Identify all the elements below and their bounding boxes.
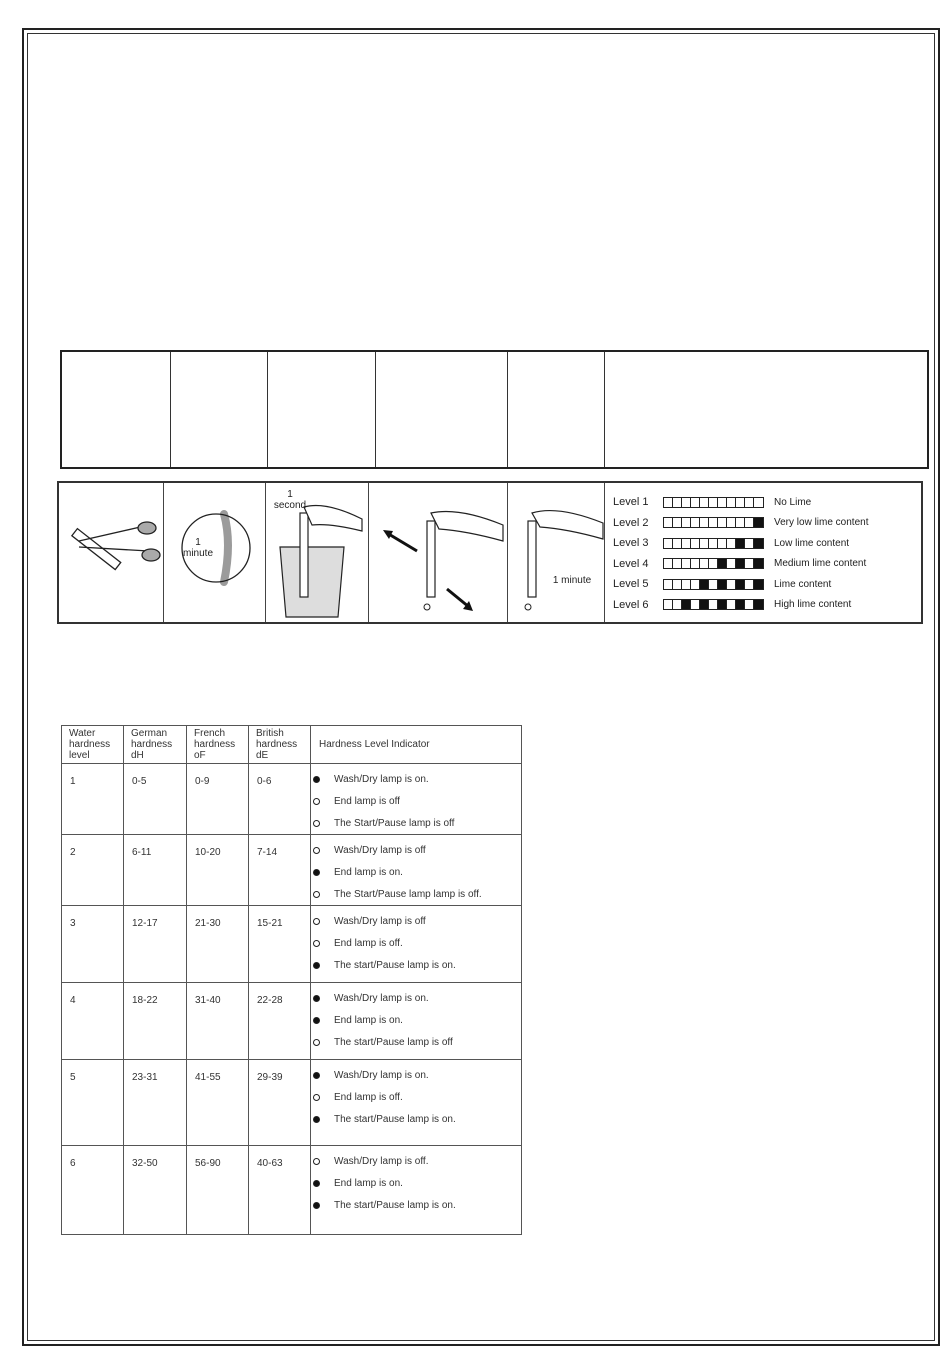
- bar-segment-empty: [664, 559, 673, 568]
- strip-reading-icon: [508, 483, 605, 622]
- indicator-text: The Start/Pause lamp is off: [334, 817, 455, 829]
- header-french-hardness: French hardness oF: [187, 726, 249, 764]
- lime-level-row: [613, 492, 869, 513]
- bar-segment-empty: [727, 600, 736, 609]
- indicator-item: [313, 768, 521, 790]
- indicator-text: The Start/Pause lamp lamp is off.: [334, 888, 482, 900]
- german-cell: 32-50: [124, 1146, 187, 1235]
- table-row: [62, 906, 522, 983]
- indicator-item: [313, 1086, 521, 1108]
- level-cell: 6: [62, 1146, 124, 1235]
- header-british-hardness: British hardness dE: [249, 726, 311, 764]
- bar-segment-empty: [709, 600, 718, 609]
- bar-segment-empty: [700, 539, 709, 548]
- lamp-on-icon: [313, 1072, 320, 1079]
- bar-segment-filled: [754, 539, 763, 548]
- bar-segment-empty: [673, 600, 682, 609]
- lamp-on-icon: [313, 869, 320, 876]
- indicator-text: End lamp is on.: [334, 1177, 403, 1189]
- lamp-off-icon: [313, 918, 320, 925]
- lime-level-row: [613, 595, 869, 616]
- bar-segment-empty: [727, 498, 736, 507]
- bar-segment-empty: [664, 539, 673, 548]
- bar-segment-filled: [754, 600, 763, 609]
- indicator-item: [313, 839, 521, 861]
- indicator-list: [311, 764, 521, 834]
- indicator-item: [313, 954, 521, 976]
- lime-level-row: [613, 533, 869, 554]
- indicator-item: [313, 1108, 521, 1130]
- lime-level-description: Lime content: [774, 578, 832, 590]
- bar-segment-empty: [691, 518, 700, 527]
- lime-level-description: Medium lime content: [774, 558, 867, 570]
- indicator-item: [313, 1150, 521, 1172]
- level-cell: 4: [62, 983, 124, 1060]
- german-cell: 6-11: [124, 835, 187, 906]
- lime-level-bar: [663, 599, 764, 610]
- indicator-text: End lamp is on.: [334, 1014, 403, 1026]
- bar-segment-empty: [682, 518, 691, 527]
- water-hardness-table: [61, 725, 522, 1235]
- bar-segment-filled: [736, 600, 745, 609]
- bar-segment-empty: [718, 518, 727, 527]
- indicator-text: End lamp is on.: [334, 866, 403, 878]
- indicator-list: [311, 1146, 521, 1216]
- lamp-on-icon: [313, 995, 320, 1002]
- french-cell: 10-20: [187, 835, 249, 906]
- table-row: [62, 1060, 522, 1146]
- french-cell: 41-55: [187, 1060, 249, 1146]
- bar-segment-empty: [736, 498, 745, 507]
- lamp-on-icon: [313, 1202, 320, 1209]
- lamp-off-icon: [313, 891, 320, 898]
- bar-segment-filled: [754, 580, 763, 589]
- indicator-text: Wash/Dry lamp is off: [334, 915, 426, 927]
- lime-level-legend: [613, 492, 869, 615]
- lime-level-name: Level 5: [613, 578, 649, 591]
- header-water-hardness-level: Water hardness level: [62, 726, 124, 764]
- bar-segment-empty: [664, 498, 673, 507]
- indicator-text: End lamp is off: [334, 795, 400, 807]
- indicator-text: Wash/Dry lamp is on.: [334, 1069, 429, 1081]
- bar-segment-filled: [736, 559, 745, 568]
- british-cell: 40-63: [249, 1146, 311, 1235]
- indicator-item: [313, 1172, 521, 1194]
- lamp-off-icon: [313, 940, 320, 947]
- level-cell: 2: [62, 835, 124, 906]
- one-minute-wait-label: 1 minute: [552, 575, 592, 586]
- german-cell: 23-31: [124, 1060, 187, 1146]
- indicator-item: [313, 1031, 521, 1053]
- one-minute-label: 1 minute: [182, 537, 213, 559]
- empty-cell: [268, 352, 376, 467]
- indicator-cell: [311, 835, 522, 906]
- lime-level-name: Level 3: [613, 537, 649, 550]
- indicator-text: The start/Pause lamp is on.: [334, 959, 456, 971]
- indicator-cell: [311, 1060, 522, 1146]
- german-cell: 0-5: [124, 764, 187, 835]
- bar-segment-empty: [691, 559, 700, 568]
- bar-segment-empty: [745, 580, 754, 589]
- indicator-list: [311, 1060, 521, 1130]
- table-row: [62, 1146, 522, 1235]
- bar-segment-empty: [673, 580, 682, 589]
- indicator-cell: [311, 1146, 522, 1235]
- lime-level-bar: [663, 497, 764, 508]
- lime-level-name: Level 6: [613, 598, 649, 611]
- bar-segment-empty: [700, 518, 709, 527]
- british-cell: 29-39: [249, 1060, 311, 1146]
- scissors-icon: [59, 483, 164, 622]
- indicator-item: [313, 812, 521, 834]
- lime-level-bar: [663, 579, 764, 590]
- lime-level-row: [613, 574, 869, 595]
- indicator-item: [313, 987, 521, 1009]
- bar-segment-empty: [682, 498, 691, 507]
- one-second-label: 1 second: [273, 489, 307, 511]
- british-cell: 15-21: [249, 906, 311, 983]
- bar-segment-empty: [664, 600, 673, 609]
- bar-segment-empty: [673, 498, 682, 507]
- empty-cell: [605, 352, 927, 467]
- french-cell: 31-40: [187, 983, 249, 1060]
- indicator-list: [311, 835, 521, 905]
- indicator-cell: [311, 906, 522, 983]
- bar-segment-filled: [718, 559, 727, 568]
- bar-segment-empty: [664, 518, 673, 527]
- panel-wait-one-minute: [508, 483, 605, 622]
- empty-cell: [508, 352, 605, 467]
- german-cell: 18-22: [124, 983, 187, 1060]
- panel-one-minute: [164, 483, 266, 622]
- bar-segment-empty: [727, 580, 736, 589]
- shake-strip-icon: [369, 483, 508, 622]
- bar-segment-empty: [727, 518, 736, 527]
- bar-segment-empty: [700, 559, 709, 568]
- empty-header-table: [60, 350, 929, 469]
- lamp-off-icon: [313, 1158, 320, 1165]
- indicator-text: The start/Pause lamp is on.: [334, 1199, 456, 1211]
- test-strip-instructions: [57, 481, 923, 624]
- lamp-on-icon: [313, 1180, 320, 1187]
- indicator-text: Wash/Dry lamp is off.: [334, 1155, 429, 1167]
- bar-segment-filled: [718, 600, 727, 609]
- empty-cell: [171, 352, 268, 467]
- indicator-cell: [311, 764, 522, 835]
- french-cell: 21-30: [187, 906, 249, 983]
- bar-segment-empty: [718, 498, 727, 507]
- indicator-item: [313, 861, 521, 883]
- bar-segment-empty: [709, 539, 718, 548]
- lamp-off-icon: [313, 847, 320, 854]
- bar-segment-empty: [691, 539, 700, 548]
- british-cell: 22-28: [249, 983, 311, 1060]
- indicator-item: [313, 1009, 521, 1031]
- lamp-on-icon: [313, 1017, 320, 1024]
- bar-segment-empty: [664, 580, 673, 589]
- indicator-text: Wash/Dry lamp is on.: [334, 773, 429, 785]
- bar-segment-empty: [682, 580, 691, 589]
- bar-segment-empty: [745, 539, 754, 548]
- bar-segment-empty: [754, 498, 763, 507]
- bar-segment-empty: [691, 600, 700, 609]
- french-cell: 56-90: [187, 1146, 249, 1235]
- empty-cell: [62, 352, 171, 467]
- indicator-list: [311, 983, 521, 1053]
- lime-level-description: No Lime: [774, 496, 812, 508]
- panel-lime-levels: [605, 483, 921, 622]
- lamp-on-icon: [313, 1116, 320, 1123]
- lamp-on-icon: [313, 776, 320, 783]
- bar-segment-empty: [673, 539, 682, 548]
- bar-segment-filled: [718, 580, 727, 589]
- bar-segment-filled: [700, 580, 709, 589]
- lime-level-name: Level 1: [613, 496, 649, 509]
- lime-level-name: Level 2: [613, 516, 649, 529]
- lime-level-name: Level 4: [613, 557, 649, 570]
- indicator-item: [313, 932, 521, 954]
- lime-level-bar: [663, 558, 764, 569]
- bar-segment-empty: [727, 539, 736, 548]
- indicator-item: [313, 1064, 521, 1086]
- panel-shake-strip: [369, 483, 508, 622]
- british-cell: 0-6: [249, 764, 311, 835]
- indicator-text: The start/Pause lamp is on.: [334, 1113, 456, 1125]
- bar-segment-filled: [736, 580, 745, 589]
- indicator-cell: [311, 983, 522, 1060]
- panel-cut-strip: [59, 483, 164, 622]
- level-cell: 5: [62, 1060, 124, 1146]
- bar-segment-empty: [745, 600, 754, 609]
- level-cell: 3: [62, 906, 124, 983]
- bar-segment-empty: [691, 498, 700, 507]
- lamp-off-icon: [313, 1039, 320, 1046]
- indicator-list: [311, 906, 521, 976]
- indicator-item: [313, 1194, 521, 1216]
- lime-level-description: High lime content: [774, 599, 852, 611]
- table-row: [62, 764, 522, 835]
- bar-segment-filled: [754, 559, 763, 568]
- bar-segment-empty: [745, 498, 754, 507]
- table-row: [62, 983, 522, 1060]
- lime-level-description: Low lime content: [774, 537, 850, 549]
- bar-segment-empty: [691, 580, 700, 589]
- indicator-item: [313, 910, 521, 932]
- bar-segment-empty: [709, 518, 718, 527]
- indicator-text: Wash/Dry lamp is off: [334, 844, 426, 856]
- german-cell: 12-17: [124, 906, 187, 983]
- bar-segment-empty: [709, 559, 718, 568]
- bar-segment-filled: [682, 600, 691, 609]
- lime-level-description: Very low lime content: [774, 517, 869, 529]
- level-cell: 1: [62, 764, 124, 835]
- bar-segment-filled: [736, 539, 745, 548]
- bar-segment-empty: [718, 539, 727, 548]
- indicator-text: The start/Pause lamp is off: [334, 1036, 453, 1048]
- indicator-item: [313, 883, 521, 905]
- lime-level-row: [613, 554, 869, 575]
- bar-segment-empty: [736, 518, 745, 527]
- header-hardness-level-indicator: Hardness Level Indicator: [311, 726, 522, 764]
- indicator-text: End lamp is off.: [334, 1091, 403, 1103]
- bar-segment-empty: [673, 518, 682, 527]
- lamp-off-icon: [313, 1094, 320, 1101]
- lime-level-bar: [663, 517, 764, 528]
- lamp-off-icon: [313, 820, 320, 827]
- table-header-row: [62, 726, 522, 764]
- lime-level-row: [613, 513, 869, 534]
- french-cell: 0-9: [187, 764, 249, 835]
- indicator-text: Wash/Dry lamp is on.: [334, 992, 429, 1004]
- bar-segment-empty: [709, 498, 718, 507]
- lamp-on-icon: [313, 962, 320, 969]
- table-row: [62, 835, 522, 906]
- bar-segment-empty: [673, 559, 682, 568]
- bar-segment-filled: [700, 600, 709, 609]
- lamp-off-icon: [313, 798, 320, 805]
- british-cell: 7-14: [249, 835, 311, 906]
- bar-segment-empty: [700, 498, 709, 507]
- panel-dip-strip: [266, 483, 369, 622]
- bar-segment-empty: [727, 559, 736, 568]
- bar-segment-empty: [682, 539, 691, 548]
- bar-segment-empty: [745, 518, 754, 527]
- indicator-text: End lamp is off.: [334, 937, 403, 949]
- header-german-hardness: German hardness dH: [124, 726, 187, 764]
- bar-segment-empty: [709, 580, 718, 589]
- lime-level-bar: [663, 538, 764, 549]
- empty-cell: [376, 352, 508, 467]
- indicator-item: [313, 790, 521, 812]
- bar-segment-empty: [745, 559, 754, 568]
- bar-segment-filled: [754, 518, 763, 527]
- bar-segment-empty: [682, 559, 691, 568]
